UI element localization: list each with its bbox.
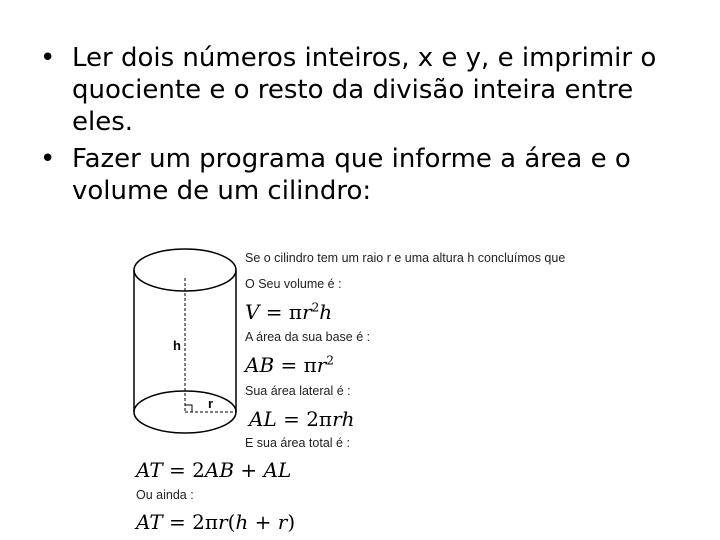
volume-formula: $V = \pi r^2h$ [245, 300, 333, 324]
cylinder-bottom-front [134, 412, 236, 433]
bullet-text: Fazer um programa que informe a área e o volume de um cilindro: [72, 144, 631, 206]
lateral-formula: AL = 2πrh [249, 407, 355, 431]
intro-text: Se o cilindro tem um raio r e uma altura h concluímos que [245, 251, 566, 265]
base-label: A área da sua base é : [245, 330, 371, 344]
height-label: h [173, 338, 181, 353]
radius-label: r [208, 396, 214, 411]
total-label: E sua área total é : [245, 436, 350, 450]
base-formula: AB = $\pi r^2$ [245, 353, 334, 377]
volume-label: O Seu volume é : [245, 277, 342, 291]
bullet-dot: • [40, 43, 56, 73]
or-label: Ou ainda : [136, 488, 194, 502]
lateral-label: Sua área lateral é : [245, 384, 351, 398]
alt-formula: AT = 2πr(h + r) [136, 510, 296, 534]
bullet-dot: • [40, 144, 56, 174]
total-formula: AT = 2AB + AL [136, 458, 292, 482]
bullet-text: Ler dois números inteiros, x e y, e imprimir o quociente e o resto da divisão inteira entre eles. [72, 43, 657, 137]
right-angle-mark [185, 405, 192, 412]
